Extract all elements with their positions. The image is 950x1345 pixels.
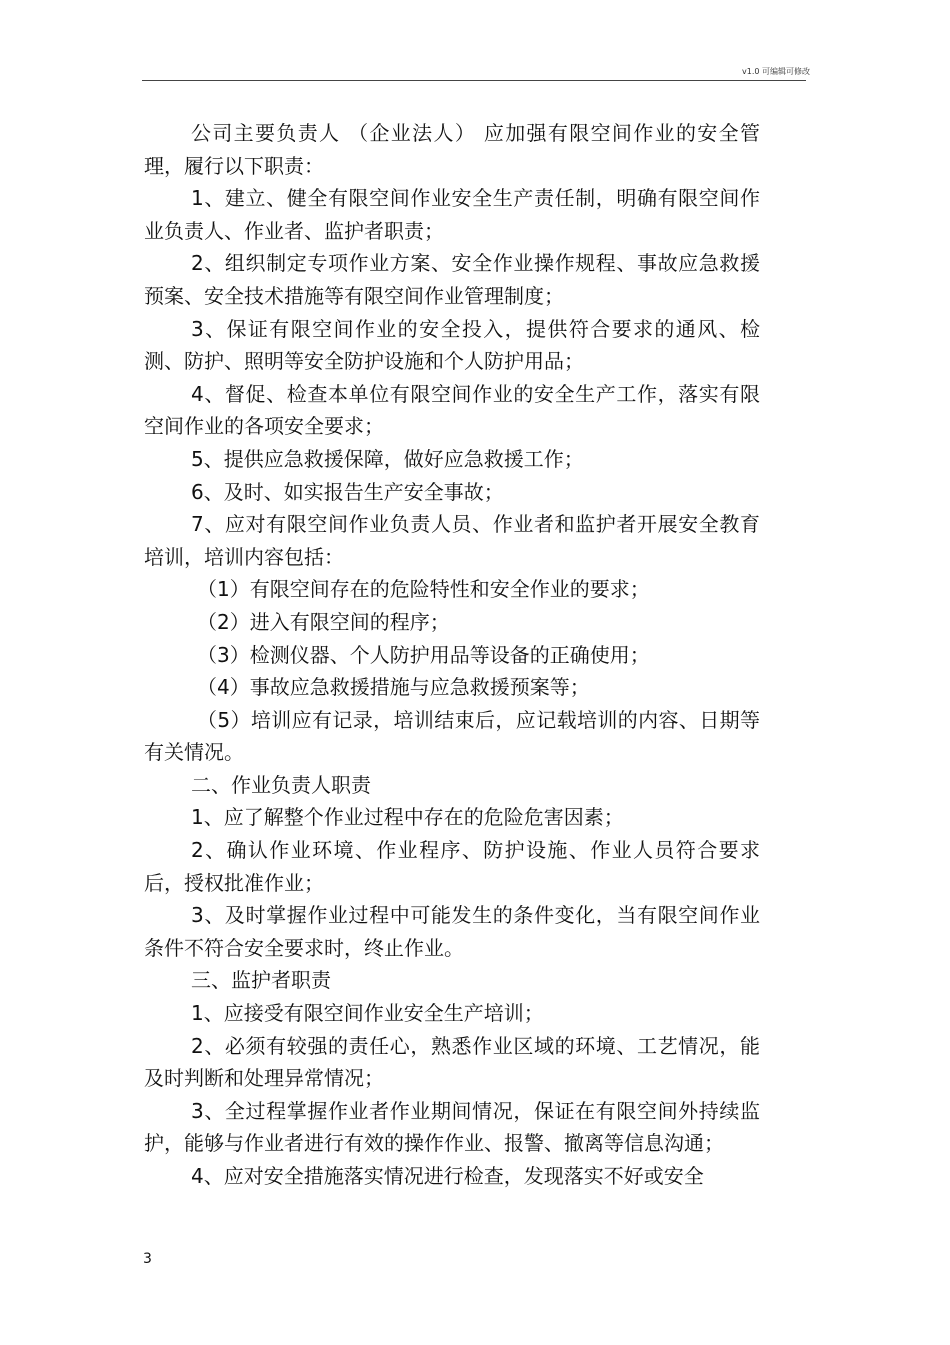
document-body [144, 117, 760, 1193]
body-paragraph: （1）有限空间存在的危险特性和安全作业的要求； [197, 577, 650, 602]
body-paragraph: （5）培训应有记录，培训结束后，应记载培训的内容、日期等有关情况。 [144, 707, 760, 765]
body-paragraph: 5、提供应急救援保障，做好应急救援工作； [191, 446, 584, 471]
body-paragraph: 7、应对有限空间作业负责人员、作业者和监护者开展安全教育培训，培训内容包括： [144, 512, 760, 569]
body-paragraph: 1、建立、健全有限空间作业安全生产责任制，明确有限空间作业负责人、作业者、监护者职责； [144, 186, 760, 243]
body-paragraph: 2、确认作业环境、作业程序、防护设施、作业人员符合要求后，授权批准作业； [144, 838, 760, 895]
body-paragraph: 4、应对安全措施落实情况进行检查，发现落实不好或安全 [191, 1164, 704, 1188]
body-paragraph: 6、及时、如实报告生产安全事故； [191, 479, 504, 504]
body-paragraph: 1、应接受有限空间作业安全生产培训； [191, 1001, 544, 1026]
body-paragraph: 三、监护者职责 [191, 968, 331, 993]
body-paragraph: 2、组织制定专项作业方案、安全作业操作规程、事故应急救援预案、安全技术措施等有限空间作业管理制度； [144, 251, 760, 308]
body-paragraph: 2、必须有较强的责任心，熟悉作业区域的环境、工艺情况，能及时判断和处理异常情况； [144, 1033, 760, 1091]
body-paragraph: 3、保证有限空间作业的安全投入，提供符合要求的通风、检测、防护、照明等安全防护设施和个人防护用品； [144, 316, 760, 374]
header-version-text: v1.0 可编辑可修改 [742, 67, 810, 76]
body-paragraph: 公司主要负责人 （企业法人） 应加强有限空间作业的安全管理，履行以下职责： [144, 121, 760, 178]
body-paragraph: 4、督促、检查本单位有限空间作业的安全生产工作，落实有限空间作业的各项安全要求； [144, 381, 760, 439]
body-paragraph: 3、全过程掌握作业者作业期间情况，保证在有限空间外持续监护，能够与作业者进行有效的操作作业、报警、撤离等信息沟通； [144, 1098, 760, 1156]
body-paragraph: （4）事故应急救援措施与应急救援预案等； [197, 675, 590, 700]
body-paragraph: 3、及时掌握作业过程中可能发生的条件变化，当有限空间作业条件不符合安全要求时，终止作业。 [144, 903, 760, 960]
header-rule [142, 80, 806, 81]
page-number: 3 [143, 1251, 152, 1267]
body-paragraph: （3）检测仪器、个人防护用品等设备的正确使用； [197, 642, 650, 667]
body-paragraph: （2）进入有限空间的程序； [197, 609, 450, 634]
body-paragraph: 二、作业负责人职责 [191, 772, 371, 797]
body-paragraph: 1、应了解整个作业过程中存在的危险危害因素； [191, 805, 624, 830]
